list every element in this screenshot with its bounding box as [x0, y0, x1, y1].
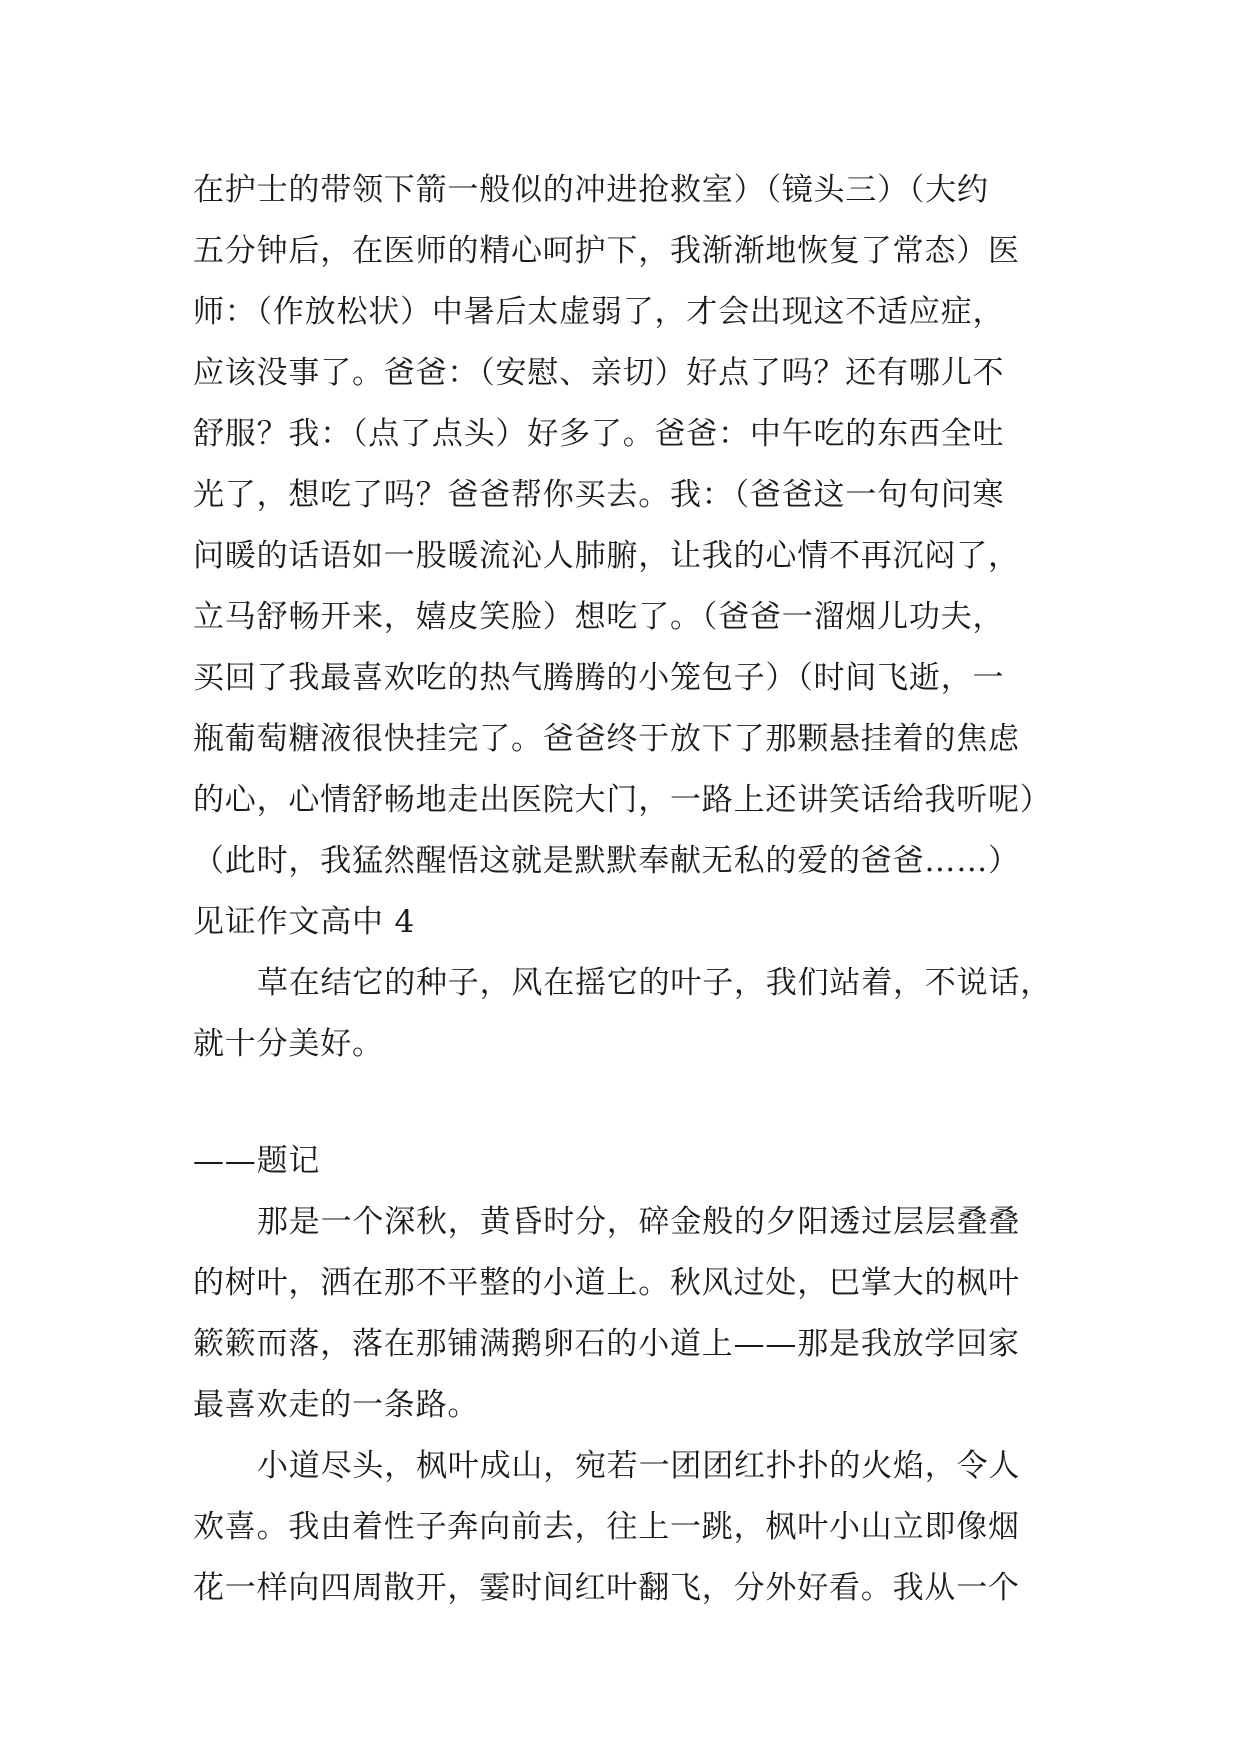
text-line: 最喜欢走的一条路。	[193, 1387, 480, 1423]
text-line: 簌簌而落，落在那铺满鹅卵石的小道上——那是我放学回家	[193, 1326, 1020, 1362]
text-line: 买回了我最喜欢吃的热气腾腾的小笼包子）（时间飞逝，一	[193, 660, 1005, 696]
text-line: 那是一个深秋，黄昏时分，碎金般的夕阳透过层层叠叠	[257, 1204, 1021, 1240]
text-line: 在护士的带领下箭一般似的冲进抢救室）（镜头三）（大约	[193, 172, 989, 208]
text-line: 五分钟后，在医师的精心呵护下，我渐渐地恢复了常态）医	[193, 233, 1020, 269]
text-line: 就十分美好。	[193, 1026, 384, 1062]
text-line: 师：（作放松状）中暑后太虚弱了，才会出现这不适应症，	[193, 294, 1005, 330]
epigraph	[193, 953, 1053, 1075]
text-line: 瓶葡萄糖液很快挂完了。爸爸终于放下了那颗悬挂着的焦虑	[193, 721, 1020, 757]
text-line: （此时，我猛然醒悟这就是默默奉献无私的爱的爸爸……）	[193, 843, 1020, 879]
text-line: 花一样向四周散开，霎时间红叶翻飞，分外好看。我从一个	[193, 1570, 1020, 1606]
paragraph-3	[193, 1436, 1053, 1619]
spacer	[193, 1075, 1053, 1131]
section-title: 见证作文高中 4	[193, 904, 415, 940]
text-line: 欢喜。我由着性子奔向前去，往上一跳，枫叶小山立即像烟	[193, 1509, 1020, 1545]
document-page	[193, 160, 1053, 1619]
text-line: 应该没事了。爸爸：（安慰、亲切）好点了吗？还有哪儿不	[193, 355, 1005, 391]
text-line: 问暖的话语如一股暖流沁人肺腑，让我的心情不再沉闷了，	[193, 538, 1020, 574]
text-line: 立马舒畅开来，嬉皮笑脸）想吃了。（爸爸一溜烟儿功夫，	[193, 599, 1005, 635]
paragraph-2	[193, 1192, 1053, 1436]
text-line: 舒服？我：（点了点头）好多了。爸爸：中午吃的东西全吐	[193, 416, 1005, 452]
text-line: 的树叶，洒在那不平整的小道上。秋风过处，巴掌大的枫叶	[193, 1265, 1020, 1301]
text-line: 光了，想吃了吗？爸爸帮你买去。我：（爸爸这一句句问寒	[193, 477, 1005, 513]
text-line: 草在结它的种子，风在摇它的叶子，我们站着，不说话，	[257, 965, 1052, 1001]
epigraph-source: ——题记	[193, 1143, 321, 1179]
text-line: 的心，心情舒畅地走出医院大门，一路上还讲笑话给我听呢）	[193, 782, 1052, 818]
paragraph-1	[193, 160, 1053, 892]
text-line: 小道尽头，枫叶成山，宛若一团团红扑扑的火焰，令人	[257, 1448, 1021, 1484]
